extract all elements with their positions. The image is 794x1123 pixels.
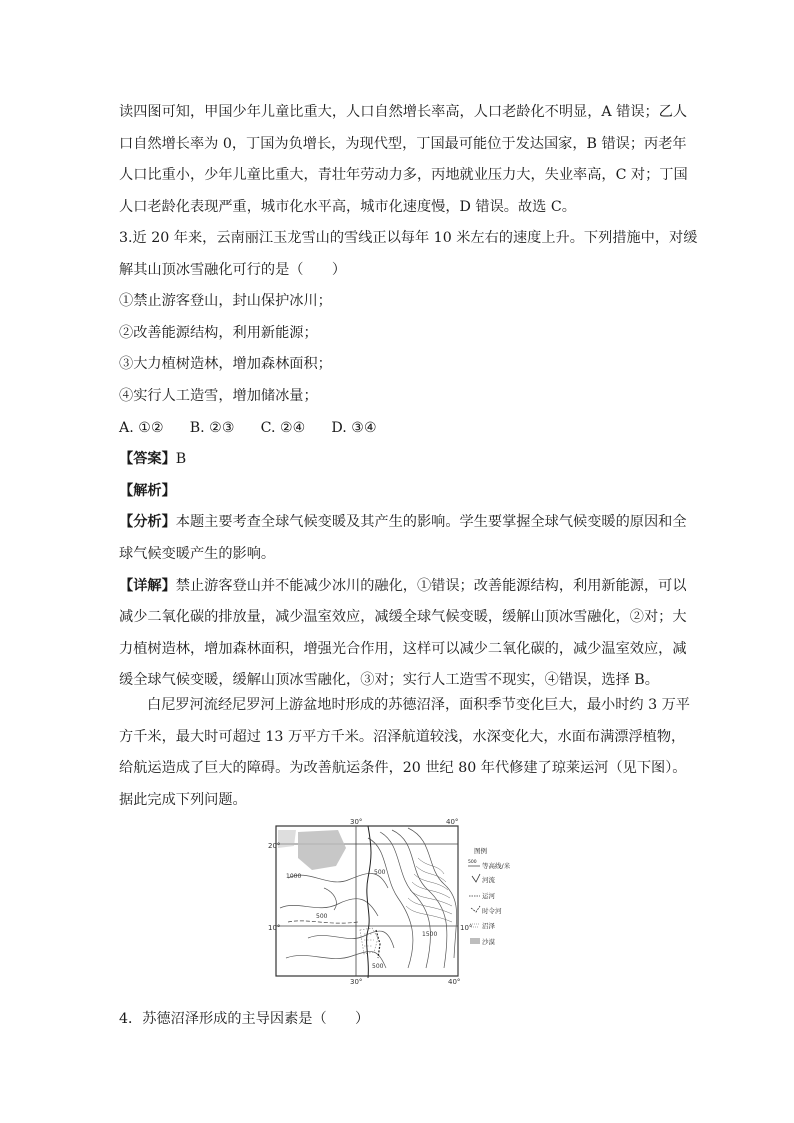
analysis-tag: 【解析】 [119, 482, 176, 499]
question-stem: 3.近 20 年来，云南丽江玉龙雪山的雪线正以每年 10 米左右的速度上升。下列措施中，对缓 [119, 230, 698, 246]
text-line: 人口比重小，少年儿童比重大，青壮年劳动力多，丙地就业压力大，失业率高，C 对；丁国 [119, 167, 688, 184]
passage-line: 方千米，最大时可超过 13 万平方千米。沼泽航道较浅，水深变化大，水面布满漂浮植物， [119, 728, 686, 745]
legend-label: 运河 [482, 892, 495, 900]
contour-label: 500 [374, 869, 386, 876]
legend-title: 图例 [474, 847, 487, 855]
contour-label: 500 [316, 913, 328, 920]
lon-label: 40° [446, 818, 459, 826]
legend-label: 时令河 [482, 907, 502, 915]
lon-label: 30° [350, 978, 363, 986]
answer-line [119, 444, 679, 476]
contour-label: 500 [372, 963, 384, 970]
lon-label: 30° [350, 818, 363, 826]
fenxi-text: 本题主要考查全球气候变暖及其产生的影响。学生要掌握全球气候变暖的原因和全 [175, 514, 687, 531]
desert-icon [470, 938, 480, 944]
passage-line: 给航运造成了巨大的障碍。为改善航运条件，20 世纪 80 年代修建了琼莱运河（见下图）。 [119, 760, 687, 777]
answer-tag: 【答案】 [119, 451, 176, 468]
legend-label: 沼泽 [482, 922, 495, 930]
legend-label: 沙漠 [482, 938, 495, 946]
text-line: 人口老龄化表现严重，城市化水平高，城市化速度慢，D 错误。故选 C。 [119, 198, 576, 215]
text-line: 口自然增长率为 0，丁国为负增长，为现代型，丁国最可能位于发达国家，B 错误；丙老年 [119, 135, 687, 152]
answer-options [119, 413, 679, 445]
legend-label: 河流 [482, 876, 495, 884]
option-b: B. ②③ [189, 419, 235, 436]
question-item: ③大力植树造林，增加森林面积； [119, 356, 332, 373]
passage-line: 白尼罗河流经尼罗河上游盆地时形成的苏德沼泽，面积季节变化巨大，最小时约 3 万平 [147, 697, 690, 713]
sudd-map-figure [268, 818, 511, 994]
passage-line: 据此完成下列问题。 [119, 791, 247, 808]
lon-label: 40° [448, 978, 461, 986]
option-d: D. ③④ [331, 419, 377, 436]
contour-label: 1500 [422, 931, 438, 938]
lat-label: 20° [268, 842, 281, 850]
answer-value: B [175, 451, 187, 468]
legend-label: 等高线/米 [482, 862, 511, 870]
text-line: 读四图可知，甲国少年儿童比重大，人口自然增长率高，人口老龄化不明显，A 错误；乙人 [119, 104, 688, 120]
xiangjie-text: 缓全球气候变暖，缓解山顶冰雪融化，③对；实行人工造雪不现实，④错误，选择 B。 [119, 672, 659, 689]
option-c: C. ②④ [260, 419, 306, 436]
lat-label: 10° [460, 924, 473, 932]
option-a: A. ①② [119, 419, 164, 436]
xiangjie-line [119, 571, 687, 603]
legend-contour-value: 500 [468, 860, 477, 865]
fenxi-text: 球气候变暖产生的影响。 [119, 545, 276, 562]
question-stem: 解其山顶冰雪融化可行的是（ ） [119, 261, 347, 278]
xiangjie-tag: 【详解】 [119, 577, 176, 594]
question-4-stem: 4．苏德沼泽形成的主导因素是（ ） [119, 1011, 370, 1027]
question-item: ①禁止游客登山，封山保护冰川； [119, 293, 332, 310]
paragraph-analysis-q2 [119, 97, 688, 223]
fenxi-line [119, 507, 687, 539]
question-3 [119, 223, 698, 697]
reading-passage [119, 690, 690, 816]
lat-label: 10° [268, 924, 281, 932]
question-item: ②改善能源结构，利用新能源； [119, 324, 318, 341]
contour-label: 1000 [286, 873, 302, 880]
question-item: ④实行人工造雪，增加储冰量； [119, 387, 318, 404]
fenxi-tag: 【分析】 [119, 514, 176, 531]
xiangjie-text: 禁止游客登山并不能减少冰川的融化，①错误；改善能源结构，利用新能源，可以 [175, 577, 687, 594]
xiangjie-text: 减少二氧化碳的排放量，减少温室效应，减缓全球气候变暖，缓解山顶冰雪融化，②对；大 [119, 609, 687, 626]
xiangjie-text: 力植树造林，增加森林面积，增强光合作用，这样可以减少二氧化碳的，减少温室效应，减 [119, 640, 687, 657]
